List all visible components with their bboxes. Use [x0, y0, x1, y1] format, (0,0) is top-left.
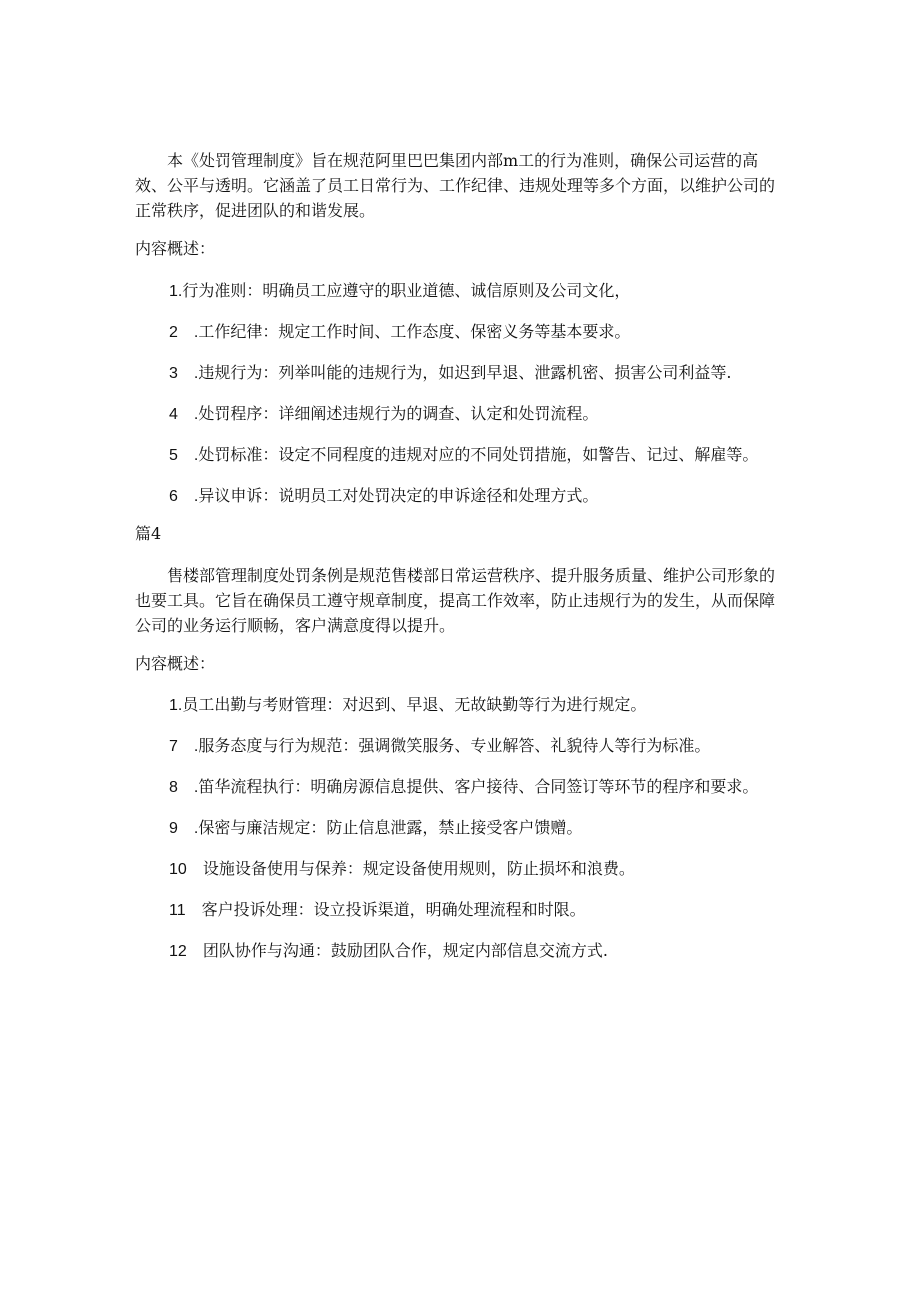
- section2-title: 篇4: [135, 524, 162, 543]
- list-item-text: 员工出勤与考财管理：对迟到、早退、无故缺勤等行为进行规定。: [182, 695, 647, 714]
- list-item-text: 设施设备使用与保养：规定设备使用规则，防止损坏和浪费。: [202, 859, 635, 878]
- list-item-number: 11: [169, 902, 202, 919]
- section2-intro-paragraph: 售楼部管理制度处罚条例是规范售楼部日常运营秩序、提升服务质量、维护公司形象的也要工具。它旨在确保员工遵守规章制度，提高工作效率，防止违规行为的发生，从而保障公司的业务运行顺畅，客户满意度得以提升。: [135, 566, 776, 635]
- list-item-number: 2 .: [169, 324, 199, 341]
- list-item-number: 3 .: [169, 365, 199, 382]
- list-item: [169, 817, 582, 840]
- list-item-text: 工作纪律：规定工作时间、工作态度、保密义务等基本要求。: [198, 322, 631, 341]
- list-item: [169, 776, 758, 799]
- list-item-number: 1.: [169, 283, 183, 300]
- list-item-text: 保密与廉洁规定：防止信息泄露，禁止接受客户馈赠。: [198, 818, 583, 837]
- list-item: [169, 444, 758, 467]
- list-item: [169, 899, 586, 922]
- list-item-number: 5 .: [169, 447, 199, 464]
- list-item: [169, 362, 731, 385]
- list-item-text: 处罚标准：设定不同程度的违规对应的不同处罚措施，如警告、记过、解雇等。: [198, 445, 759, 464]
- list-item: [169, 485, 598, 508]
- list-item-number: 4 .: [169, 406, 199, 423]
- list-item-text: 笛华流程执行：明确房源信息提供、客户接待、合同签订等环节的程序和要求。: [198, 777, 759, 796]
- list-item-text: 处罚程序：详细阐述违规行为的调查、认定和处罚流程。: [198, 404, 599, 423]
- list-item-number: 9 .: [169, 820, 199, 837]
- list-item-text: 行为准则：明确员工应遵守的职业道德、诚信原则及公司文化，: [182, 281, 631, 300]
- list-item: [169, 735, 710, 758]
- list-item-text: 客户投诉处理：设立投诉渠道，明确处理流程和时限。: [201, 900, 586, 919]
- list-item: [169, 280, 630, 303]
- section1-intro-paragraph: 本《处罚管理制度》旨在规范阿里巴巴集团内部m工的行为准则，确保公司运营的高效、公平与透明。它涵盖了员工日常行为、工作纪律、违规处理等多个方面，以维护公司的正常秩序，促进团队的和谐发展。: [135, 151, 776, 220]
- list-item-number: 8 .: [169, 779, 199, 796]
- list-item-number: 6 .: [169, 488, 199, 505]
- list-item: [169, 858, 635, 881]
- list-item: [169, 403, 598, 426]
- list-item: [169, 321, 630, 344]
- list-item-text: 团队协作与沟通：鼓励团队合作，规定内部信息交流方式.: [202, 941, 608, 960]
- list-item: [169, 940, 608, 963]
- list-item-number: 7 .: [169, 738, 199, 755]
- list-item-text: 异议申诉：说明员工对处罚决定的申诉途径和处理方式。: [198, 486, 599, 505]
- list-item-text: 服务态度与行为规范：强调微笑服务、专业解答、礼貌待人等行为标准。: [198, 736, 711, 755]
- list-item: [169, 694, 646, 717]
- section1-overview-heading: 内容概述：: [135, 239, 216, 258]
- list-item-text: 违规行为：列举叫能的违规行为，如迟到早退、泄露机密、损害公司利益等.: [198, 363, 732, 382]
- list-item-number: 10: [169, 861, 203, 878]
- list-item-number: 12: [169, 943, 203, 960]
- section2-overview-heading: 内容概述：: [135, 654, 216, 673]
- list-item-number: 1.: [169, 697, 183, 714]
